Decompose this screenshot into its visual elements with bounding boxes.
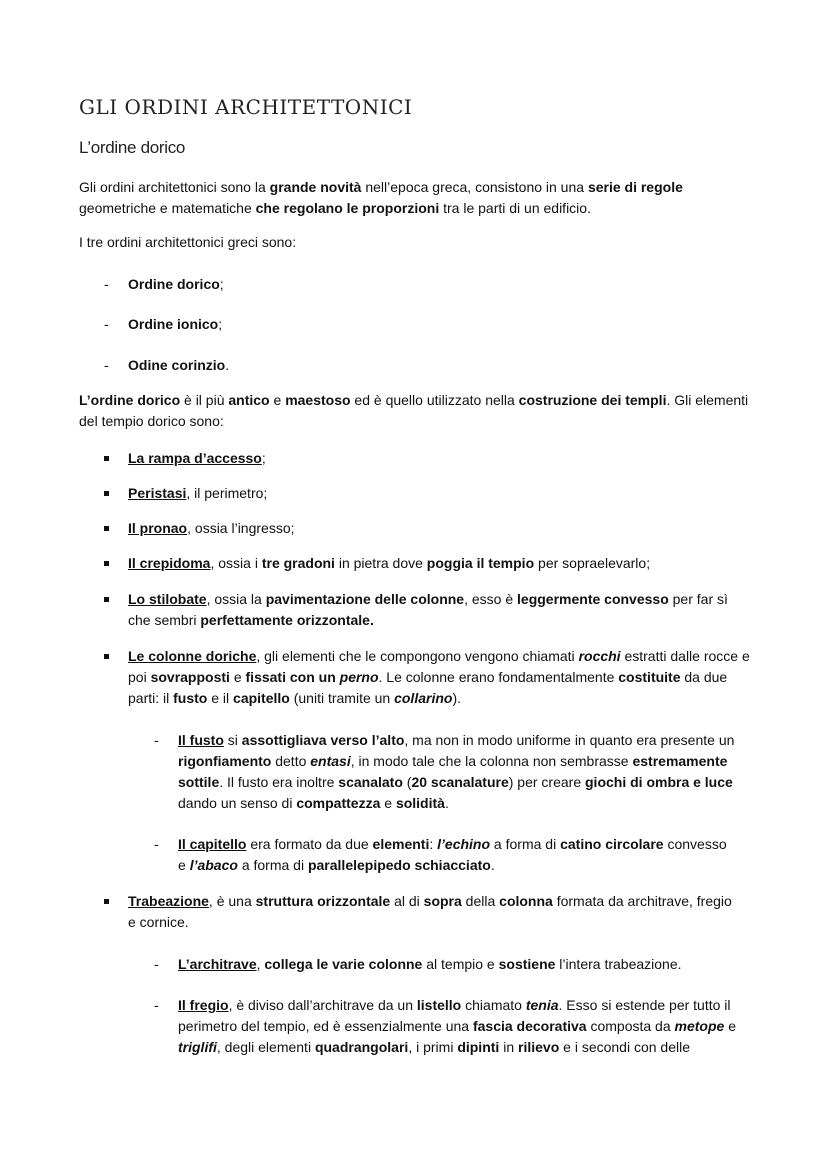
dash-marker: - bbox=[104, 316, 109, 332]
square-bullet-icon bbox=[104, 597, 109, 602]
document-page: GLI ORDINI ARCHITETTONICI L’ordine dorico Gli ordini architettonici sono la grande novità nell’epoca greca, consistono in una serie di regole geometriche e matematiche che regolano le proporzioni tra le parti di un edificio. I tre ordini architettonici greci sono: - Ordine dorico; - Ordine ionico; - Odine corinzio. L’ordine dorico è il più antico e maestoso ed è quello utilizzato nella costruzione dei templi. Gli elementi del tempio dorico sono: La rampa d’accesso; Peristasi, il perimetro; Il pronao, ossia l’ingresso; Il crepidoma, ossia i tre gradoni in pietra dove poggia il tempio per sopraelevarlo; Lo stilobate, ossia la pavimentazione delle colonne, esso è leggermente convesso per far sì che sembri perfettamente orizzontale. Le colonne doriche, gli elementi che le compongono vengono chiamati rocchi estratti dalle rocce e poi sovrapposti e fissati con un perno. Le colonne erano fondamentalmente costituite da due parti: il fusto e il capitello (uniti tramite un collarino). - Il fusto si assottigliava verso l’alto, ma non in modo uniforme in quanto era presente un rigonfiamento detto entasi, in modo tale che la colonna non sembrasse estremamente sottile. Il fusto era inoltre scanalato (20 scanalature) per creare giochi di ombra e luce dando un senso di compattezza e solidità. - Il capitello era formato da due elementi: l’echino a forma di catino circolare convesso e l’abaco a forma di parallelepipedo schiacciato. Trabeazione, è una struttura orizzontale al di sopra della colonna formata da architrave, fregio e cornice. - L’architrave, collega le varie colonne al tempio e sostiene l’intera trabeazione. - Il fregio, è diviso dall’architrave da un listello chiamato tenia. Esso si estende per tutto il perimetro del tempio, ed è essenzialmente una fascia decorativa composta da metope e triglifi, degli elementi quadrangolari, i primi dipinti in rilievo e i secondi con delle bbox=[79, 95, 750, 1055]
dash-marker: - bbox=[154, 732, 159, 748]
square-bullet-icon bbox=[104, 561, 109, 566]
dash-marker: - bbox=[104, 276, 109, 292]
dash-marker: - bbox=[154, 956, 159, 972]
page-title: GLI ORDINI ARCHITETTONICI bbox=[79, 95, 413, 119]
dash-marker: - bbox=[104, 357, 109, 373]
square-bullet-icon bbox=[104, 899, 109, 904]
square-bullet-icon bbox=[104, 526, 109, 531]
doric-paragraph: L’ordine dorico è il più antico e maestoso ed è quello utilizzato nella costruzione dei templi. Gli elementi del tempio dorico sono: bbox=[79, 392, 749, 429]
dash-marker: - bbox=[154, 997, 159, 1013]
intro-paragraph: Gli ordini architettonici sono la grande novità nell’epoca greca, consistono in una serie di regole geometriche e matematiche che regolano le proporzioni tra le parti di un edificio. bbox=[79, 179, 683, 216]
square-bullet-icon bbox=[104, 491, 109, 496]
orders-intro: I tre ordini architettonici greci sono: bbox=[79, 234, 297, 250]
dash-marker: - bbox=[154, 836, 159, 852]
section-heading: L’ordine dorico bbox=[79, 138, 186, 157]
square-bullet-icon bbox=[104, 654, 109, 659]
square-bullet-icon bbox=[104, 456, 109, 461]
